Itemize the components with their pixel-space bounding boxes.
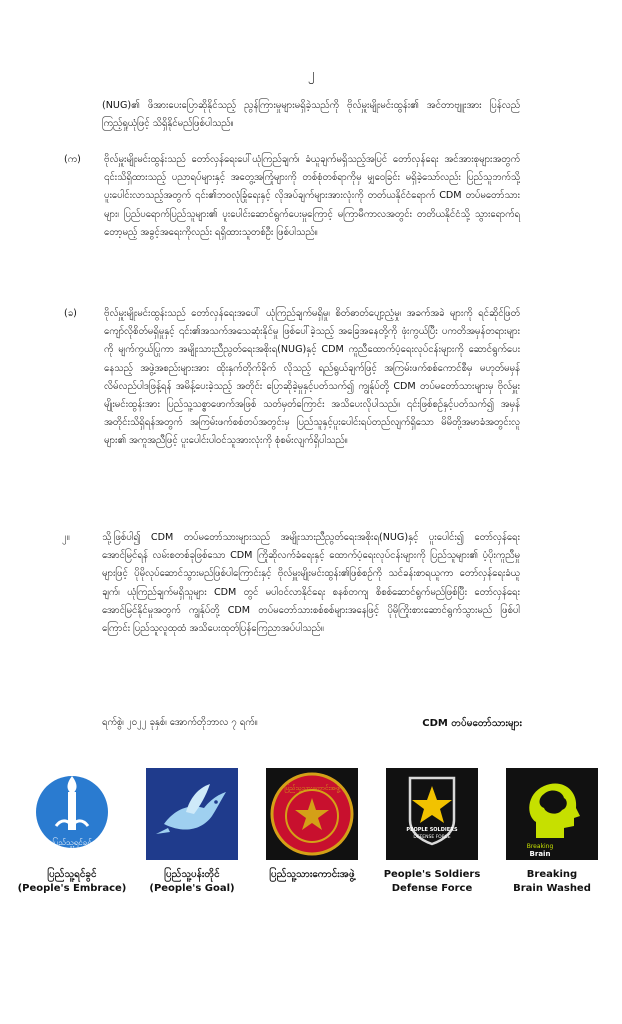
head-brain-icon <box>506 768 598 860</box>
point-text: သို့ဖြစ်ပါ၍ CDM တပ်မတော်သားများသည် အမျိုးသားညီညွတ်ရေးအစိုးရ(NUG)နှင့် ပူးပေါင်း၍ တော်လှန်ရေး အောင်မြင်ရန် လမ်းစတစ်ခုဖြစ်သော CDM ကြိုဆိုလက်ခံရေးနှင့် ထောက်ပံ့ရေးလုပ်ငန်းများကို ပြည်သူများ၏ ပံ့ပိုးကူညီမှုများဖြင့် ပိုမိုလုပ်ဆောင်သွားမည်ဖြစ်ပါကြောင်းနှင့် ဗိုလ်မှူးမျိုးမင်းထွန်း၏ဖြစ်စဉ်ကို သင်ခန်းစာရယူကာ တော်လှန်ရေးခံယူချက်၊ ယုံကြည်ချက်မရှိသူများ CDM တွင် မပါဝင်လာနိုင်ရေး စနစ်တကျ စိစစ်ဆောင်ရွက်မည်ဖြစ်ပြီး တော်လှန်ရေးအောင်မြင်နိုင်မှုအတွက် ကျွန်ုပ်တို့ CDM တပ်မတော်သားစစ်စစ်များအနေဖြင့် ပိုမိုကြိုးစားဆောင်ရွက်သွားမည် ဖြစ်ပါကြောင်း ပြည်သူလူထုထံ အသိပေးထုတ်ပြန်ကြေညာအပ်ပါသည်။ <box>102 532 520 635</box>
caption-line: ပြည်သူ့သားကောင်းအဖွဲ့ <box>269 869 355 880</box>
item-marker: (က) <box>64 154 81 165</box>
caption-line: People's Soldiers <box>383 869 481 880</box>
logo-row <box>0 768 622 898</box>
logo-inner-text: Breaking <box>526 843 554 850</box>
logo-inner-text: PEOPLE SOLDIERS <box>406 827 458 833</box>
caption-line: ပြည်သူ့ပန်းတိုင် <box>164 869 220 880</box>
page-number: ၂ <box>307 67 315 82</box>
item-text: ဗိုလ်မှူးမျိုးမင်းထွန်းသည် တော်လှန်ရေးပေါ်ယုံကြည်ချက်၊ ခံယူချက်မရှိသည့်အပြင် တော်လှန်ရေး အင်အားစုများအတွက် ၎င်းသိရှိထားသည့် ပညာရပ်များနှင့် အတွေ့အကြုံများကို တစ်စုံတစ်ရာကိုမှ မျှဝေခြင်း မရှိခဲ့သော်လည်း ပြည်သူဘက်သို့ ပူးပေါင်းလာသည့်အတွက် ၎င်း၏ဘဝလုံခြုံရေးနှင့် လိုအပ်ချက်များအားလုံးကို တတ်ယနိုင်ငံရောက် CDM တပ်မတော်သားများ၊ ပြည်ပရောက်ပြည်သူများ၏ ပူးပေါင်းဆောင်ရွက်ပေးမှုကြောင့် မကြာမီကာလအတွင်း တတိယနိုင်ငံသို့ သွားရောက်ရတော့မည့် အခွင့်အရေးကိုလည်း ရရှိထားသူတစ်ဦး ဖြစ်ပါသည်။ <box>104 154 520 238</box>
caption-line: Defense Force <box>391 883 473 894</box>
dove-icon <box>146 768 238 860</box>
logo-inner-text: ပြည်သူ့ရင်ခွင် <box>52 838 92 847</box>
caption-line: ပြည်သူ့ရင်ခွင် <box>47 869 97 880</box>
logo-caption-breaking-brain-washed <box>487 868 617 896</box>
caption-line: Brain Washed <box>513 883 591 894</box>
date-line: ရက်စွဲ၊ ၂၀၂၂ ခုနှစ်၊ အောက်တိုဘာလ ၇ ရက်။ <box>102 717 258 728</box>
logo-caption-peoples-goal <box>127 868 257 896</box>
logo-caption-peoples-embrace <box>7 868 137 896</box>
item-text: ဗိုလ်မှူးမျိုးမင်းထွန်းသည် တော်လှန်ရေးအပေါ် ယုံကြည်ချက်မရှိမှု၊ စိတ်ဓာတ်ပျော့ညံ့မှု၊ အခက်အခဲ များကို ရင်ဆိုင်ဖြတ်ကျော်လိုစိတ်မရှိမှုနှင့် ၎င်း၏အသက်အသေဆုံးနိုင်မှု ဖြစ်ပေါ်ခဲ့သည့် အခြေအနေတို့ကို ဖုံးကွယ်ပြီး ပကတိအမှန်တရားများကို မျက်ကွယ်ပြုကာ အမျိုးသားညီညွတ်ရေးအစိုးရ(NUG)နှင့် CDM ကူညီထောက်ပံ့ရေးလုပ်ငန်းများကို ဆောင်ရွက်ပေးနေသည့် အဖွဲ့အစည်းများအား ထိုးနှက်တိုက်ခိုက် လိုသည့် ရည်ရွယ်ချက်ဖြင့် အကြမ်းဖက်စစ်ကောင်စီမှ မဟုတ်မမှန်လိမ်လည်ပါဒဖြန့်ရန် အမိန့်ပေးခဲ့သည့် အတိုင်း ပြောဆိုခဲ့မှုနှင့်ပတ်သက်၍ ကျွန်ုပ်တို့ CDM တပ်မတော်သားများမှ ဗိုလ်မှူးမျိုးမင်းထွန်းအား ပြည်သူ့သစ္စာဖောက်အဖြစ် သတ်မှတ်ကြောင်း အသိပေးလိုပါသည်။ ၎င်းဖြစ်စဉ်နှင့်ပတ်သက်၍ အမှန်အတိုင်းသိရှိရန်အတွက် အကြမ်းဖက်စစ်တပ်အတွင်းမှ ပြည်သူနှင့်ပူးပေါင်းရပ်တည်လျက်ရှိသော မိမိတို့အမာခံအတွင်းလူများ၏ အကူအညီဖြင့် ပူးပေါင်းပါဝင်သူအားလုံးကို စုံစမ်းလျက်ရှိပါသည်။ <box>104 308 520 447</box>
torch-icon <box>26 768 118 860</box>
logo-caption-peoples-sons <box>247 868 377 882</box>
logo-peoples-embrace <box>26 768 118 860</box>
logo-peoples-goal <box>146 768 238 860</box>
caption-line: (People's Goal) <box>149 883 235 894</box>
signature: CDM တပ်မတော်သားများ <box>422 718 522 729</box>
intro-paragraph: (NUG)၏ ဖိအားပေးပြောဆိုနိုင်သည့် ညွန်ကြားမှုများမရှိခဲ့သည်ကို ဗိုလ်မှူးမျိုးမင်းထွန်း၏ အင်တာဗျူးအား ပြန်လည်ကြည့်ရှုယုံဖြင့် သိရှိနိုင်မည်ဖြစ်ပါသည်။ <box>102 100 520 130</box>
item-marker: (ခ) <box>64 308 77 319</box>
logo-inner-text-2: Brain <box>529 850 551 858</box>
star-shield-icon <box>386 768 478 860</box>
point-marker: ၂။ <box>62 532 70 543</box>
logo-peoples-sons <box>266 768 358 860</box>
logo-inner-text: ပြည်သူ့သားကောင်းအဖွဲ့ <box>284 784 340 792</box>
caption-line: (People's Embrace) <box>17 883 127 894</box>
caption-line: Breaking <box>526 869 578 880</box>
logo-psdf <box>386 768 478 860</box>
logo-breaking-brain-washed <box>506 768 598 860</box>
logo-inner-text-2: DEFENSE FORCE <box>413 835 451 840</box>
logo-caption-psdf <box>367 868 497 896</box>
star-emblem-icon <box>266 768 358 860</box>
